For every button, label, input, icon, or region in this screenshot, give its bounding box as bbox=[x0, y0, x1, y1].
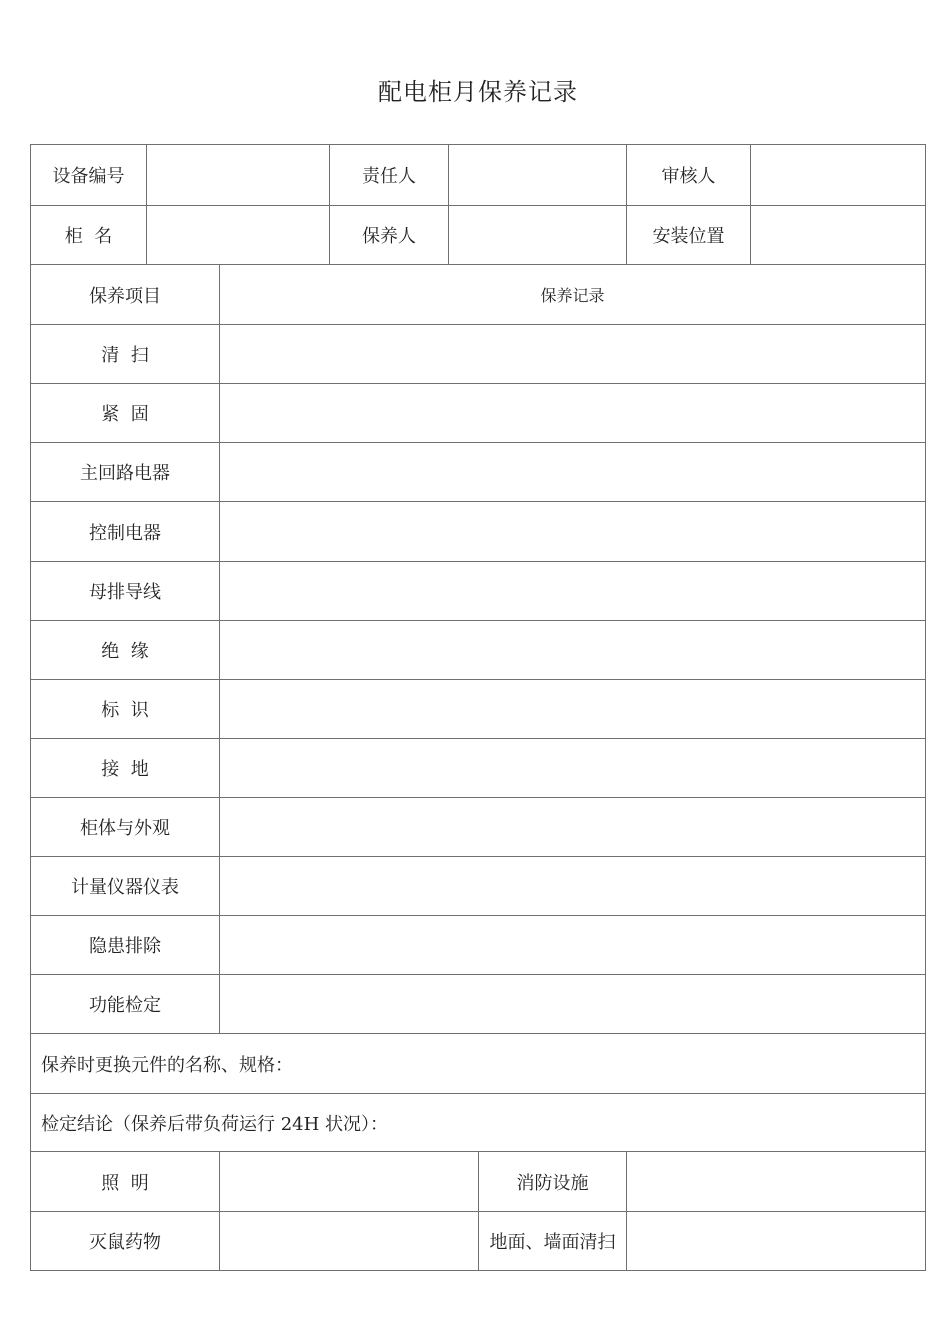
responsible-field[interactable] bbox=[449, 145, 627, 206]
floor-wall-cleaning-label: 地面、墙面清扫 bbox=[479, 1212, 627, 1271]
item-label bbox=[31, 384, 220, 443]
record-column-header: 保养记录 bbox=[220, 265, 926, 325]
item-label-text: 绝 缘 bbox=[101, 641, 149, 662]
item-column-header: 保养项目 bbox=[31, 265, 220, 325]
conclusion-field[interactable]: 检定结论（保养后带负荷运行 24H 状况）： bbox=[31, 1094, 926, 1152]
replaced-parts-field[interactable]: 保养时更换元件的名称、规格： bbox=[31, 1034, 926, 1094]
cabinet-name-label-text: 柜 名 bbox=[64, 226, 113, 247]
item-label bbox=[31, 739, 220, 798]
items-header-row bbox=[31, 265, 926, 325]
item-row-insulation bbox=[31, 621, 926, 680]
cabinet-name-label bbox=[31, 206, 147, 265]
rodent-control-label: 灭鼠药物 bbox=[31, 1212, 220, 1271]
location-label: 安装位置 bbox=[627, 206, 751, 265]
item-row-meters bbox=[31, 857, 926, 916]
item-row-cleaning bbox=[31, 325, 926, 384]
lighting-label bbox=[31, 1152, 220, 1212]
item-record-field[interactable] bbox=[220, 798, 926, 857]
item-record-field[interactable] bbox=[220, 562, 926, 621]
item-record-field[interactable] bbox=[220, 739, 926, 798]
footer-row-2 bbox=[31, 1212, 926, 1271]
item-row-cabinet-appearance bbox=[31, 798, 926, 857]
header-row-1 bbox=[31, 145, 926, 206]
item-row-hazard bbox=[31, 916, 926, 975]
maintainer-field[interactable] bbox=[449, 206, 627, 265]
item-label-text: 清 扫 bbox=[101, 345, 149, 366]
location-field[interactable] bbox=[751, 206, 926, 265]
reviewer-label: 审核人 bbox=[627, 145, 751, 206]
floor-wall-cleaning-field[interactable] bbox=[627, 1212, 926, 1271]
item-record-field[interactable] bbox=[220, 975, 926, 1034]
item-record-field[interactable] bbox=[220, 325, 926, 384]
rodent-control-field[interactable] bbox=[220, 1212, 479, 1271]
reviewer-field[interactable] bbox=[751, 145, 926, 206]
item-row-marking bbox=[31, 680, 926, 739]
item-row-main-circuit bbox=[31, 443, 926, 502]
item-label-text: 紧 固 bbox=[101, 404, 149, 425]
item-label: 功能检定 bbox=[31, 975, 220, 1034]
page-title: 配电柜月保养记录 bbox=[378, 78, 578, 106]
item-label bbox=[31, 680, 220, 739]
item-label bbox=[31, 325, 220, 384]
item-record-field[interactable] bbox=[220, 916, 926, 975]
lighting-label-text: 照 明 bbox=[101, 1172, 149, 1194]
item-record-field[interactable] bbox=[220, 621, 926, 680]
item-label-text: 标 识 bbox=[101, 700, 149, 721]
item-label: 母排导线 bbox=[31, 562, 220, 621]
item-record-field[interactable] bbox=[220, 502, 926, 562]
item-label: 柜体与外观 bbox=[31, 798, 220, 857]
item-record-field[interactable] bbox=[220, 443, 926, 502]
cabinet-name-field[interactable] bbox=[147, 206, 330, 265]
lighting-field[interactable] bbox=[220, 1152, 479, 1212]
item-label: 控制电器 bbox=[31, 502, 220, 562]
device-no-field[interactable] bbox=[147, 145, 330, 206]
item-label: 隐患排除 bbox=[31, 916, 220, 975]
fire-facility-field[interactable] bbox=[627, 1152, 926, 1212]
replaced-parts-row bbox=[31, 1034, 926, 1094]
device-no-label: 设备编号 bbox=[31, 145, 147, 206]
item-record-field[interactable] bbox=[220, 680, 926, 739]
item-row-fastening bbox=[31, 384, 926, 443]
item-record-field[interactable] bbox=[220, 384, 926, 443]
header-row-2 bbox=[31, 206, 926, 265]
conclusion-row bbox=[31, 1094, 926, 1152]
item-label: 主回路电器 bbox=[31, 443, 220, 502]
footer-row-1 bbox=[31, 1152, 926, 1212]
item-row-function-test bbox=[31, 975, 926, 1034]
item-row-busbar bbox=[31, 562, 926, 621]
item-label-text: 接 地 bbox=[101, 759, 149, 780]
item-row-control bbox=[31, 502, 926, 562]
maintainer-label: 保养人 bbox=[330, 206, 449, 265]
fire-facility-label: 消防设施 bbox=[479, 1152, 627, 1212]
maintenance-record-table bbox=[30, 144, 926, 1271]
item-row-grounding bbox=[31, 739, 926, 798]
responsible-label: 责任人 bbox=[330, 145, 449, 206]
item-record-field[interactable] bbox=[220, 857, 926, 916]
item-label bbox=[31, 621, 220, 680]
item-label: 计量仪器仪表 bbox=[31, 857, 220, 916]
